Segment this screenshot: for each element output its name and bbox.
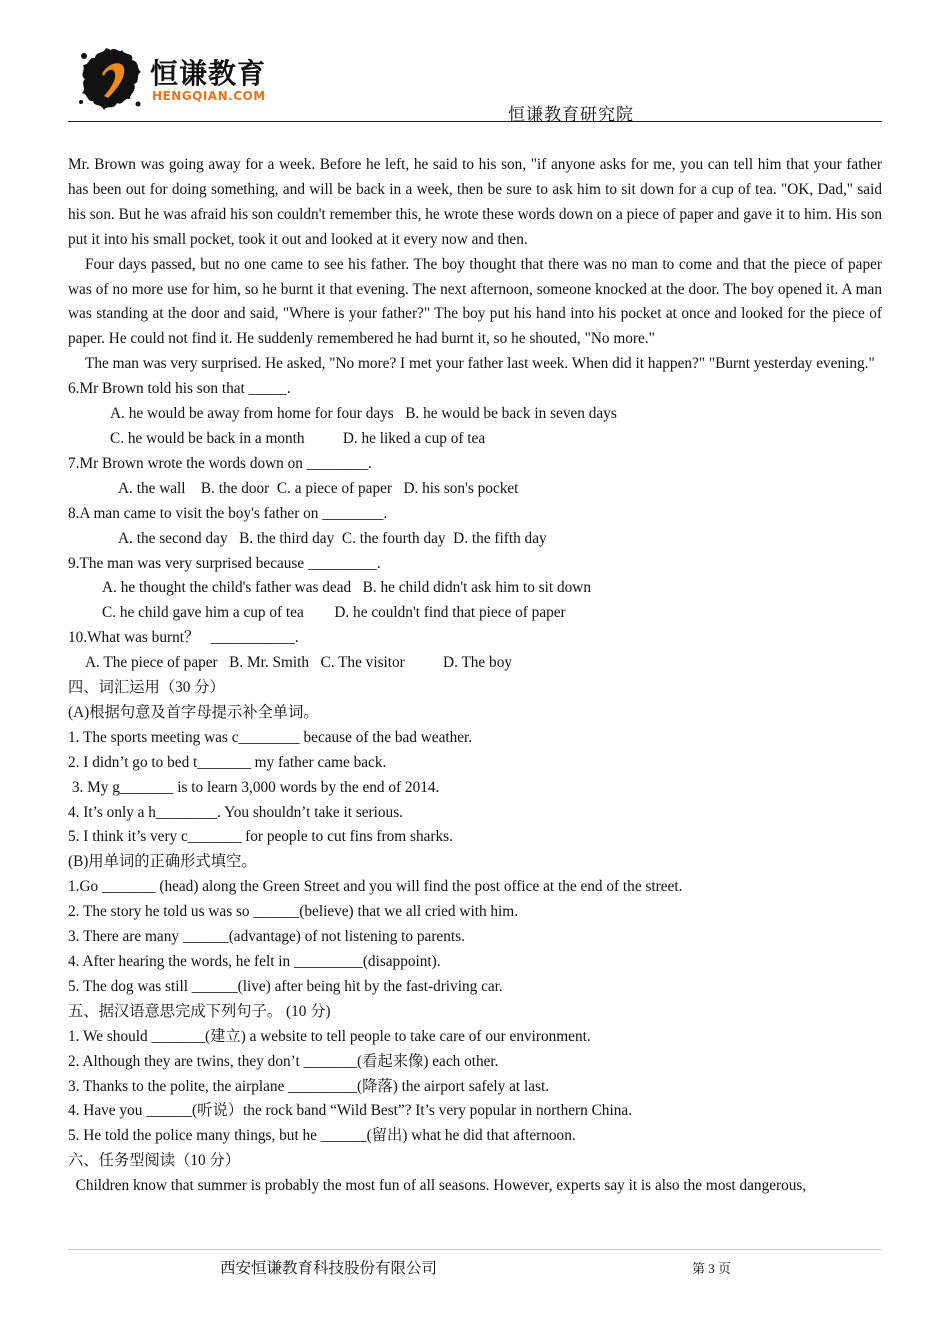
text-line: 4. Have you ______(听说）the rock band “Wild Best”? It’s very popular in northern China. [68,1102,632,1120]
passage-paragraph: Four days passed, but no one came to see his father. The boy thought that there was no man to come and that the piece of paper was of no more use for him, so he burnt it that evening. The next afternoon, someone knocked at the door. The boy opened it. A man was standing at the door and said, "Where is your father?" The boy put his hand into his pocket at once and looked for the piece of paper. He could not find it. He suddenly remembered he had burnt it, so he shouted, "No more." [68,255,882,348]
text-line: A. The piece of paper B. Mr. Smith C. The visitor D. The boy [85,654,512,672]
text-line: A. the second day B. the third day C. the fourth day D. the fifth day [118,529,547,547]
text-line: 1. The sports meeting was c________ because of the bad weather. [68,728,473,746]
text-line: 六、任务型阅读（10 分） [68,1152,241,1170]
text-line: Children know that summer is probably the most fun of all seasons. However, experts say it is also the most dangerous, [68,1177,807,1195]
splash-emblem-icon [78,44,144,114]
text-line: 五、据汉语意思完成下列句子。 (10 分) [68,1002,331,1020]
text-line: 3. Thanks to the polite, the airplane _________(降落) the airport safely at last. [68,1077,550,1095]
text-line: 1. We should _______(建立) a website to tell people to take care of our environment. [68,1027,591,1045]
text-line: (A)根据句意及首字母提示补全单词。 [68,703,319,721]
passage-paragraph: Mr. Brown was going away for a week. Before he left, he said to his son, "if anyone asks for me, you can tell him that your father has been out for doing something, and will be back in a week, then be sure to ask him to sit down for a cup of tea. "OK, Dad," said his son. But he was afraid his son couldn't remember this, he wrote these words down on a piece of paper and gave it to him. His son put it into his small pocket, took it out and looked at it every now and then. [68,156,882,248]
text-line: 7.Mr Brown wrote the words down on ________. [68,454,372,472]
text-line: C. he child gave him a cup of tea D. he couldn't find that piece of paper [102,604,566,622]
text-line: 9.The man was very surprised because _________. [68,554,381,572]
text-line: 10.What was burnt？ ___________. [68,629,299,647]
logo-chinese-text: 恒谦教育 [150,57,267,90]
text-line: 2. Although they are twins, they don’t _______(看起来像) each other. [68,1052,499,1070]
page-content [68,153,882,1199]
text-line: 5. I think it’s very c_______ for people to cut fins from sharks. [68,828,453,846]
passage-paragraph: The man was very surprised. He asked, "No more? I met your father last week. When did it happen?" "Burnt yesterday evening." [85,355,875,373]
text-line: 3. There are many ______(advantage) of not listening to parents. [68,928,465,946]
text-line: 5. He told the police many things, but he ______(留出) what he did that afternoon. [68,1127,576,1145]
company-logo [78,44,288,114]
text-line: 3. My g_______ is to learn 3,000 words by the end of 2014. [68,778,440,796]
text-line: 8.A man came to visit the boy's father on ________. [68,504,388,522]
text-line: A. he thought the child's father was dead B. he child didn't ask him to sit down [102,579,591,597]
logo-english-text: HENGQIAN.COM [152,89,266,103]
header-institute: 恒谦教育研究院 [508,105,634,124]
text-line: A. he would be away from home for four days B. he would be back in seven days [110,405,617,423]
text-line: 6.Mr Brown told his son that _____. [68,380,291,398]
text-line: 4. After hearing the words, he felt in _________(disappoint). [68,953,441,970]
text-line: 1.Go _______ (head) along the Green Street and you will find the post office at the end of the street. [68,878,683,896]
text-line: 2. I didn’t go to bed t_______ my father came back. [68,753,387,771]
footer-company: 西安恒谦教育科技股份有限公司 [220,1260,438,1277]
text-line: 四、词汇运用（30 分） [68,679,225,697]
text-line: 2. The story he told us was so ______(believe) that we all cried with him. [68,903,519,921]
text-line: (B)用单词的正确形式填空。 [68,853,257,871]
text-line: C. he would be back in a month D. he liked a cup of tea [110,429,486,447]
page-number: 第 3 页 [692,1261,732,1276]
header-divider [68,121,882,122]
text-line: 4. It’s only a h________. You shouldn’t take it serious. [68,803,403,821]
text-line: 5. The dog was still ______(live) after being hit by the fast-driving car. [68,977,503,995]
text-line: A. the wall B. the door C. a piece of paper D. his son's pocket [118,479,519,497]
footer-divider [68,1249,882,1250]
question-lines [68,377,882,1199]
